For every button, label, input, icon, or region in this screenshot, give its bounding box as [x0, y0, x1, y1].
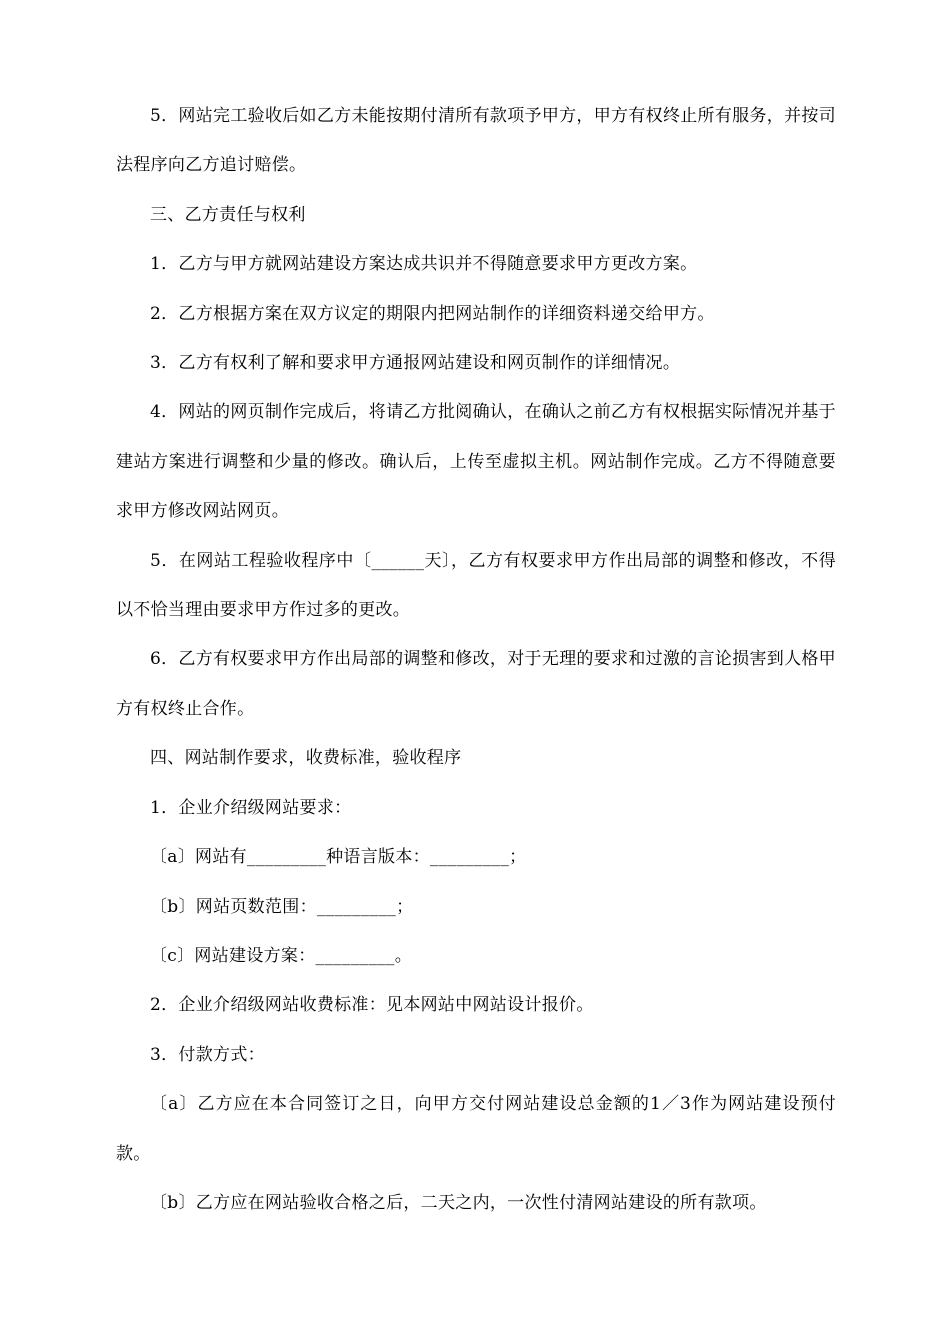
section-heading-3: 三、乙方责任与权利 [150, 204, 306, 225]
paragraph-10: 〔b〕网站页数范围：_________； [150, 896, 414, 917]
paragraph-13: 3．付款方式： [150, 1044, 265, 1065]
paragraph-7: 6．乙方有权要求甲方作出局部的调整和修改，对于无理的要求和过激的言论损害到人格甲方有权终止合作。 [116, 649, 836, 719]
paragraph-1: 5．网站完工验收后如乙方未能按期付清所有款项予甲方，甲方有权终止所有服务，并按司法程序向乙方追讨赔偿。 [116, 106, 836, 176]
paragraph-5: 4．网站的网页制作完成后，将请乙方批阅确认，在确认之前乙方有权根据实际情况并基于建站方案进行调整和少量的修改。确认后，上传至虚拟主机。网站制作完成。乙方不得随意要求甲方修改网站网页。 [116, 402, 836, 522]
paragraph-14: 〔a〕乙方应在本合同签订之日，向甲方交付网站建设总金额的1／3作为网站建设预付款。 [116, 1094, 836, 1164]
paragraph-8: 1．企业介绍级网站要求： [150, 797, 352, 818]
paragraph-12: 2．企业介绍级网站收费标准：见本网站中网站设计报价。 [150, 995, 594, 1016]
paragraph-2: 1．乙方与甲方就网站建设方案达成共识并不得随意要求甲方更改方案。 [150, 254, 698, 275]
document-body [116, 92, 836, 1228]
paragraph-6: 5．在网站工程验收程序中〔______天〕，乙方有权要求甲方作出局部的调整和修改，不得以不恰当理由要求甲方作过多的更改。 [116, 550, 836, 621]
paragraph-4: 3．乙方有权利了解和要求甲方通报网站建设和网页制作的详细情况。 [150, 353, 681, 374]
paragraph-11: 〔c〕网站建设方案：_________。 [150, 945, 413, 966]
paragraph-15: 〔b〕乙方应在网站验收合格之后，二天之内，一次性付清网站建设的所有款项。 [150, 1192, 767, 1213]
paragraph-3: 2．乙方根据方案在双方议定的期限内把网站制作的详细资料递交给甲方。 [150, 303, 715, 324]
paragraph-9: 〔a〕网站有_________种语言版本：_________； [150, 847, 527, 868]
section-heading-4: 四、网站制作要求，收费标准，验收程序 [150, 748, 462, 769]
